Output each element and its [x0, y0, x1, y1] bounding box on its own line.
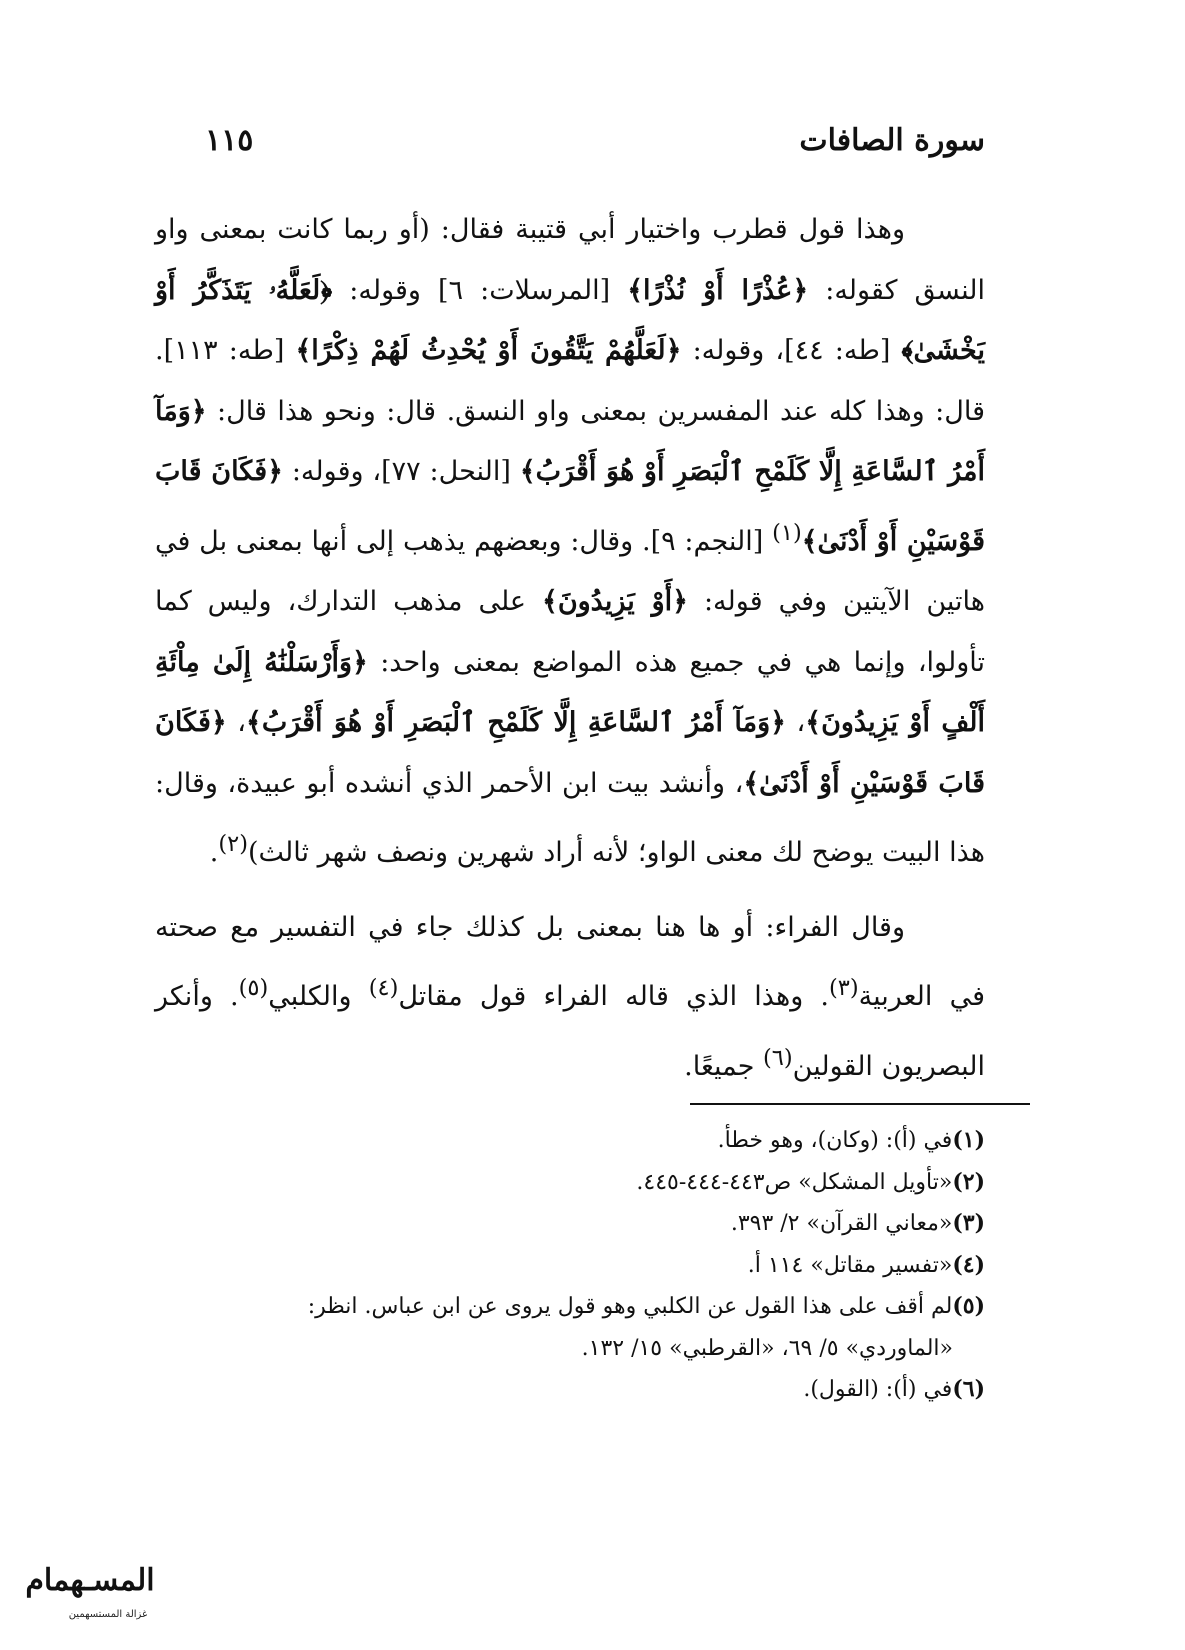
footnote-text: في (أ): (وكان)، وهو خطأ.: [717, 1128, 953, 1153]
quran-verse: ﴿عُذْرًا أَوْ نُذْرًا﴾: [627, 274, 809, 306]
text-span: وقال الفراء: أو ها هنا بمعنى بل كذلك جاء في التفسير مع صحته في العربية: [155, 911, 985, 1012]
footnote-number: (٣): [952, 1210, 985, 1236]
text-span: . وهذا الذي قاله الفراء قول مقاتل: [398, 981, 829, 1012]
footnote-separator: [690, 1103, 1030, 1105]
footnote-ref[interactable]: (٣): [828, 975, 859, 1001]
footnote-ref[interactable]: (٢): [218, 831, 249, 857]
text-span: ،: [785, 707, 806, 738]
footnote-number: (٥): [952, 1293, 985, 1319]
footnote-item: [155, 1162, 985, 1204]
footnote-text: «معاني القرآن» ٢/ ٣٩٣.: [730, 1211, 953, 1236]
quran-verse: ﴿وَمَآ أَمْرُ ٱلسَّاعَةِ إِلَّا كَلَمْحِ ٱلْبَصَرِ أَوْ هُوَ أَقْرَبُ﴾: [246, 707, 786, 738]
quran-verse: ﴿أَوْ يَزِيدُونَ﴾: [542, 586, 688, 617]
footnote-item: [155, 1203, 985, 1245]
footnote-ref[interactable]: (٦): [763, 1044, 793, 1071]
quran-verse: ﴿فَكَانَ قَابَ قَوْسَيْنِ أَوْ أَدْنَىٰ﴾: [155, 456, 985, 557]
quran-verse: ﴿لَعَلَّهُمْ يَتَّقُونَ أَوْ يُحْدِثُ لَهُمْ ذِكْرًا﴾: [295, 335, 682, 366]
logo-text: المسـهمام: [25, 1563, 155, 1598]
publisher-logo: [20, 1545, 160, 1635]
text-span: ،: [226, 707, 246, 738]
text-span: جميعًا.: [684, 1050, 764, 1082]
footnote-ref[interactable]: (١): [772, 519, 802, 546]
footnote-text: «تأويل المشكل» ص٤٤٣-٤٤٤-٤٤٥.: [636, 1169, 953, 1195]
footnote-item: [155, 1369, 985, 1411]
page-number: ١١٥: [205, 122, 254, 158]
paragraph-1: [155, 200, 985, 884]
footnote-continuation: «الماوردي» ٥/ ٦٩، «القرطبي» ١٥/ ١٣٢.: [581, 1335, 953, 1361]
text-span: ، وأنشد بيت ابن الأحمر الذي أنشده أبو عبيدة، وقال: هذا البيت يوضح لك معنى الواو؛ لأنه أراد شهرين ونصف شهر ثالث): [155, 767, 985, 868]
text-span: [النجم: ٩]. وقال: وبعضهم يذهب إلى أنها بمعنى بل في هاتين الآيتين وفي قوله:: [155, 525, 985, 617]
footnote-item: [155, 1245, 985, 1287]
running-header: [205, 115, 985, 165]
footnote-text: لم أقف على هذا القول عن الكلبي وهو قول يروى عن ابن عباس. انظر:: [307, 1294, 953, 1319]
footnote-number: (١): [952, 1127, 985, 1153]
quran-verse: ﴿لَعَلَّهُۥ يَتَذَكَّرُ أَوْ يَخْشَىٰ﴾: [155, 274, 985, 366]
text-span: [المرسلات: ٦] وقوله:: [332, 274, 628, 306]
quran-verse: ﴿وَأَرْسَلْنَٰهُ إِلَىٰ مِاْئَةِ أَلْفٍ أَوْ يَزِيدُونَ﴾: [155, 646, 986, 738]
body-text: [155, 200, 985, 1097]
footnotes: [155, 1120, 985, 1411]
footnote-ref[interactable]: (٤): [368, 975, 399, 1001]
text-span: على مذهب التدارك، وليس كما تأولوا، وإنما هي في جميع هذه المواضع بمعنى واحد:: [155, 586, 986, 678]
logo-subtext: غزالة المستسهمين: [68, 1609, 148, 1620]
footnote-number: (٢): [952, 1168, 985, 1195]
footnote-number: (٦): [952, 1376, 985, 1402]
text-span: [النحل: ٧٧]، وقوله:: [282, 456, 520, 487]
text-span: وهذا قول قطرب واختيار أبي قتيبة فقال: (أو ربما كانت بمعنى واو النسق كقوله:: [155, 214, 986, 306]
quran-verse: ﴿فَكَانَ قَابَ قَوْسَيْنِ أَوْ أَدْنَىٰ﴾: [155, 707, 985, 799]
paragraph-2: [155, 898, 985, 1098]
footnote-text: في (أ): (القول).: [803, 1377, 953, 1402]
text-span: .: [209, 837, 219, 868]
footnote-ref[interactable]: (٥): [238, 975, 269, 1001]
text-span: . وأنكر البصريون القولين: [155, 981, 985, 1082]
surah-title: سورة الصافات: [799, 122, 985, 158]
text-span: [طه: ٤٤]، وقوله:: [681, 335, 902, 366]
footnote-text: «تفسير مقاتل» ١١٤ أ.: [747, 1252, 953, 1278]
text-span: والكلبي: [268, 981, 369, 1012]
footnote-number: (٤): [952, 1251, 985, 1278]
footnote-item: [155, 1286, 985, 1328]
footnote-item: [155, 1120, 985, 1162]
quran-verse: ﴿وَمَآ أَمْرُ ٱلسَّاعَةِ إِلَّا كَلَمْحِ ٱلْبَصَرِ أَوْ هُوَ أَقْرَبُ﴾: [155, 395, 985, 487]
text-span: [طه: ١١٣]. قال: وهذا كله عند المفسرين بمعنى واو النسق. قال: ونحو هذا قال:: [155, 335, 985, 427]
